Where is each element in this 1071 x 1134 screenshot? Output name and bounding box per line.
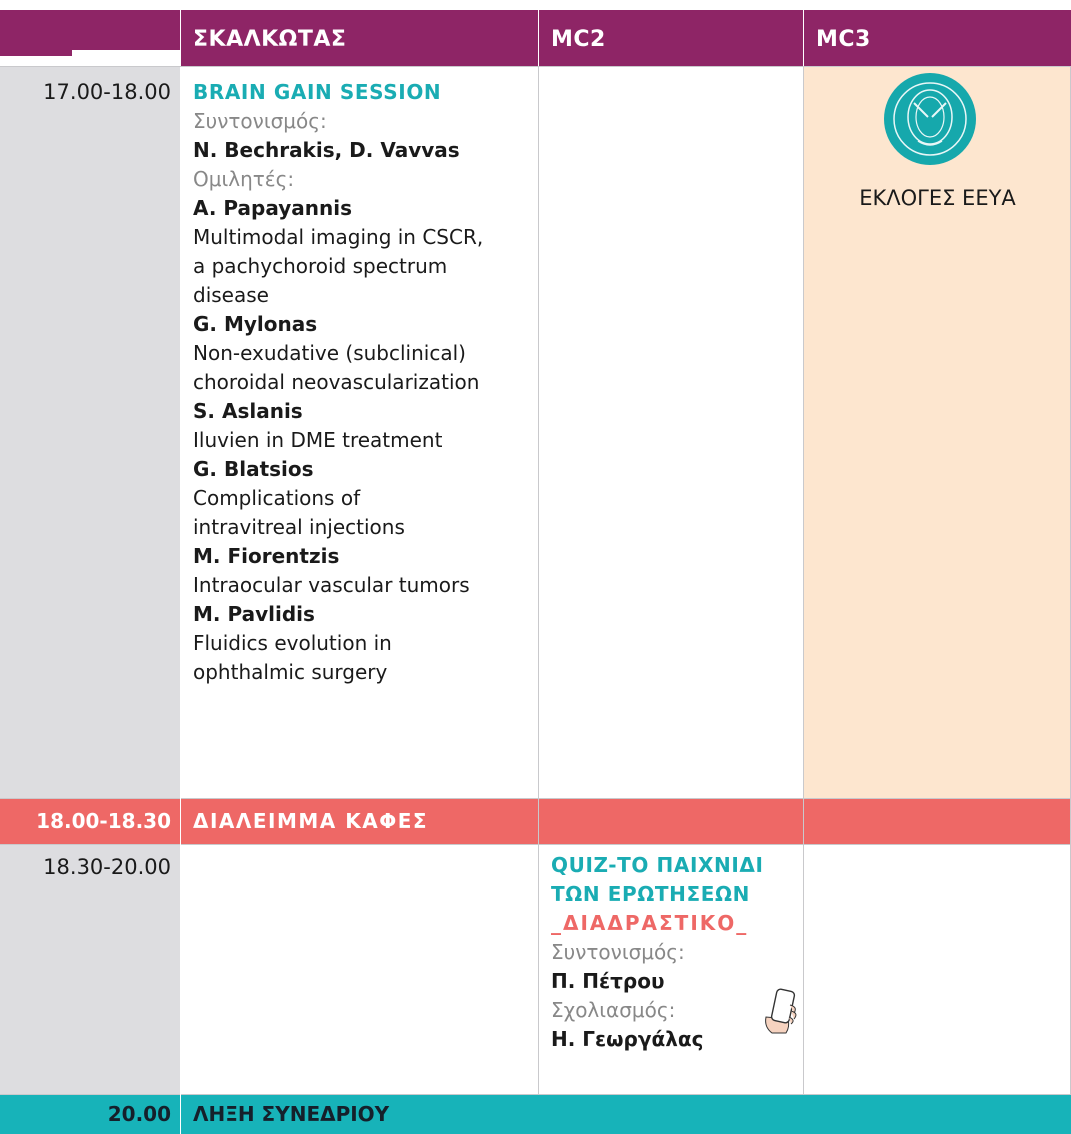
break-label: ΔΙΑΛΕΙΜΜΑ ΚΑΦΕΣ xyxy=(193,809,429,833)
session1-coordinators: N. Bechrakis, D. Vavvas xyxy=(193,138,460,162)
talk6-speaker: M. Pavlidis xyxy=(193,602,315,626)
eeya-elections-label: ΕΚΛΟΓΕΣ ΕΕΥΑ xyxy=(859,186,1016,210)
talk6-title-line: ophthalmic surgery xyxy=(193,660,388,684)
session1-time-cell xyxy=(0,67,180,798)
grid-line xyxy=(0,844,1071,845)
eeya-logo-icon xyxy=(884,73,976,165)
phone-hand-icon xyxy=(760,987,804,1035)
session2-skalkotas-cell xyxy=(181,845,538,1094)
header-room-mc2: MC2 xyxy=(539,10,803,66)
end-time: 20.00 xyxy=(107,1102,171,1126)
talk4-title-line: intravitreal injections xyxy=(193,515,405,539)
talk1-speaker: A. Papayannis xyxy=(193,196,352,220)
talk4-speaker: G. Blatsios xyxy=(193,457,314,481)
talk3-speaker: S. Aslanis xyxy=(193,399,303,423)
session2-coordinator: Π. Πέτρου xyxy=(551,969,665,993)
break-time-cell xyxy=(0,799,180,844)
end-label-cell xyxy=(181,1095,1071,1134)
talk5-speaker: M. Fiorentzis xyxy=(193,544,340,568)
grid-line-top xyxy=(0,66,1071,67)
grid-line xyxy=(0,1094,1071,1095)
end-time-cell xyxy=(0,1095,180,1134)
break-mc3-cell xyxy=(804,799,1071,844)
end-label: ΛΗΞΗ ΣΥΝΕΔΡΙΟΥ xyxy=(193,1102,390,1126)
break-label-cell xyxy=(181,799,803,844)
quiz-title-line2: ΤΩΝ ΕΡΩΤΗΣΕΩΝ xyxy=(551,882,750,906)
session1-time: 17.00-18.00 xyxy=(43,80,171,104)
session2-time-cell xyxy=(0,845,180,1094)
grid-line xyxy=(180,10,181,66)
session2-time: 18.30-20.00 xyxy=(43,855,171,879)
session1-skalkotas-cell xyxy=(181,67,538,798)
header-room-skalkotas: ΣΚΑΛΚΩΤΑΣ xyxy=(181,10,538,66)
talk1-title-line: disease xyxy=(193,283,269,307)
session1-coord-label: Συντονισμός: xyxy=(193,109,327,133)
talk6-title-line: Fluidics evolution in xyxy=(193,631,392,655)
talk4-title-line: Complications of xyxy=(193,486,361,510)
break-time: 18.00-18.30 xyxy=(36,809,171,833)
quiz-title-line1: QUIZ-ΤΟ ΠΑΙΧΝΙΔΙ xyxy=(551,853,764,877)
grid-line xyxy=(803,10,804,66)
header-left-bar xyxy=(0,10,180,50)
session1-mc3-cell xyxy=(804,67,1071,798)
session2-comment-label: Σχολιασμός: xyxy=(551,998,676,1022)
talk1-title-line: a pachychoroid spectrum xyxy=(193,254,448,278)
grid-line xyxy=(0,798,1071,799)
session2-mc3-cell xyxy=(804,845,1071,1094)
header-left-notch xyxy=(0,50,72,56)
talk2-title-line: choroidal neovascularization xyxy=(193,370,480,394)
session2-coord-label: Συντονισμός: xyxy=(551,940,685,964)
grid-line xyxy=(180,67,181,1134)
grid-line xyxy=(538,67,539,1095)
talk1-title-line: Multimodal imaging in CSCR, xyxy=(193,225,484,249)
quiz-interactive: _ΔΙΑΔΡΑΣΤΙΚΟ_ xyxy=(551,911,749,935)
talk2-speaker: G. Mylonas xyxy=(193,312,318,336)
session1-mc2-cell xyxy=(539,67,803,798)
talk3-title-line: Iluvien in DME treatment xyxy=(193,428,443,452)
grid-line xyxy=(538,10,539,66)
talk5-title-line: Intraocular vascular tumors xyxy=(193,573,470,597)
header-room-mc3: MC3 xyxy=(804,10,1071,66)
talk2-title-line: Non-exudative (subclinical) xyxy=(193,341,466,365)
grid-line xyxy=(803,67,804,1095)
session2-commentator: Η. Γεωργάλας xyxy=(551,1027,704,1051)
session2-mc2-cell xyxy=(539,845,803,1094)
session1-speakers-label: Ομιλητές: xyxy=(193,167,295,191)
session1-title: BRAIN GAIN SESSION xyxy=(193,80,442,104)
